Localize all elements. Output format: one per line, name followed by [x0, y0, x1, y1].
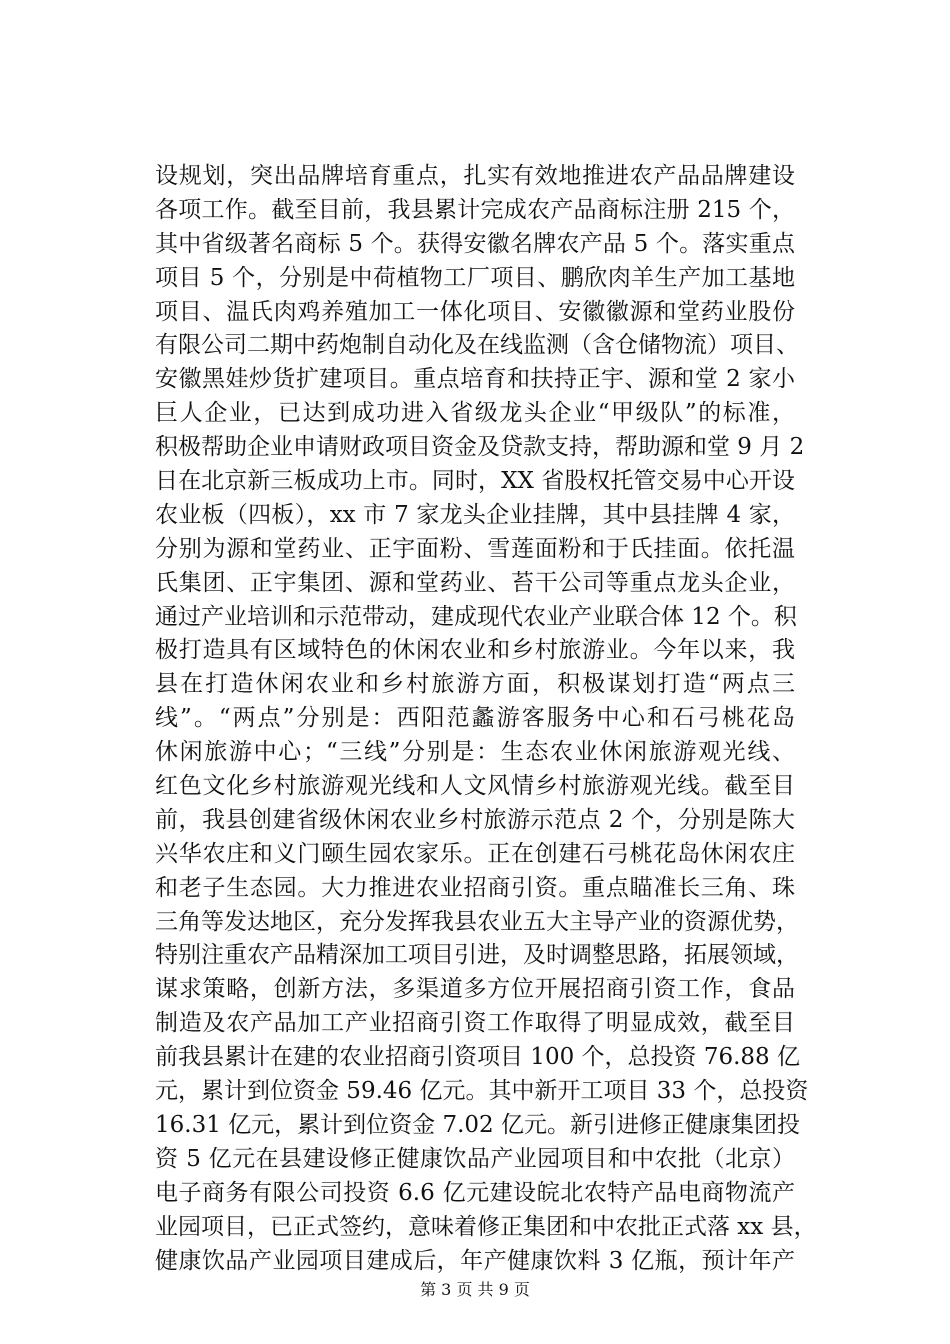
text-line: 积极帮助企业申请财政项目资金及贷款支持，帮助源和堂 9 月 2 [155, 434, 805, 461]
text-line: 县在打造休闲农业和乡村旅游方面，积极谋划打造“两点三 [155, 671, 795, 698]
text-line: 设规划，突出品牌培育重点，扎实有效地推进农产品品牌建设 [155, 163, 795, 189]
text-line: 谋求策略，创新方法，多渠道多方位开展招商引资工作，食品 [155, 976, 795, 1003]
text-line: 三角等发达地区，充分发挥我县农业五大主导产业的资源优势， [155, 908, 799, 935]
text-line: 有限公司二期中药炮制自动化及在线监测（含仓储物流）项目、 [155, 332, 799, 359]
text-line: 项目、温氏肉鸡养殖加工一体化项目、安徽徽源和堂药业股份 [155, 298, 795, 325]
text-line: 通过产业培训和示范带动，建成现代农业产业联合体 12 个。积 [155, 603, 797, 630]
text-line: 健康饮品产业园项目建成后，年产健康饮料 3 亿瓶，预计年产 [155, 1247, 795, 1274]
text-line: 和老子生态园。大力推进农业招商引资。重点瞄准长三角、珠 [155, 874, 795, 901]
text-line: 安徽黑娃炒货扩建项目。重点培育和扶持正宇、源和堂 2 家小 [155, 366, 795, 393]
text-line: 前我县累计在建的农业招商引资项目 100 个，总投资 76.88 亿 [155, 1044, 800, 1071]
text-line: 前，我县创建省级休闲农业乡村旅游示范点 2 个，分别是陈大 [155, 806, 795, 833]
text-line: 休闲旅游中心；“三线”分别是：生态农业休闲旅游观光线、 [155, 739, 795, 766]
text-line: 资 5 亿元在县建设修正健康饮品产业园项目和中农批（北京） [155, 1145, 795, 1172]
text-line: 业园项目，已正式签约，意味着修正集团和中农批正式落 xx 县， [155, 1213, 817, 1240]
text-line: 项目 5 个，分别是中荷植物工厂项目、鹏欣肉羊生产加工基地 [155, 264, 795, 291]
text-line: 制造及农产品加工产业招商引资工作取得了明显成效，截至目 [155, 1010, 795, 1037]
text-line: 其中省级著名商标 5 个。获得安徽名牌农产品 5 个。落实重点 [155, 230, 795, 257]
text-line: 红色文化乡村旅游观光线和人文风情乡村旅游观光线。截至目 [155, 773, 795, 800]
text-line: 农业板（四板），xx 市 7 家龙头企业挂牌，其中县挂牌 4 家， [155, 501, 795, 528]
text-line: 特别注重农产品精深加工项目引进，及时调整思路，拓展领域， [155, 942, 799, 969]
text-line: 线”。“两点”分别是：西阳范蠡游客服务中心和石弓桃花岛 [155, 705, 795, 732]
text-line: 兴华农庄和义门颐生园农家乐。正在创建石弓桃花岛休闲农庄 [155, 840, 795, 867]
text-line: 电子商务有限公司投资 6.6 亿元建设皖北农特产品电商物流产 [155, 1179, 795, 1206]
text-line: 日在北京新三板成功上市。同时，XX 省股权托管交易中心开设 [155, 468, 795, 495]
text-line: 各项工作。截至目前，我县累计完成农产品商标注册 215 个， [155, 196, 795, 223]
text-line: 氏集团、正宇集团、源和堂药业、苔干公司等重点龙头企业， [155, 569, 795, 596]
text-line: 分别为源和堂药业、正宇面粉、雪莲面粉和于氏挂面。依托温 [155, 535, 795, 562]
text-line: 巨人企业，已达到成功进入省级龙头企业“甲级队”的标准， [155, 400, 795, 427]
body-paragraph [155, 160, 817, 1278]
text-line: 极打造具有区域特色的休闲农业和乡村旅游业。今年以来，我 [155, 637, 795, 664]
text-line: 16.31 亿元，累计到位资金 7.02 亿元。新引进修正健康集团投 [155, 1111, 800, 1138]
text-line: 元，累计到位资金 59.46 亿元。其中新开工项目 33 个，总投资 [155, 1078, 809, 1105]
page-footer: 第 3 页 共 9 页 [420, 1280, 530, 1299]
